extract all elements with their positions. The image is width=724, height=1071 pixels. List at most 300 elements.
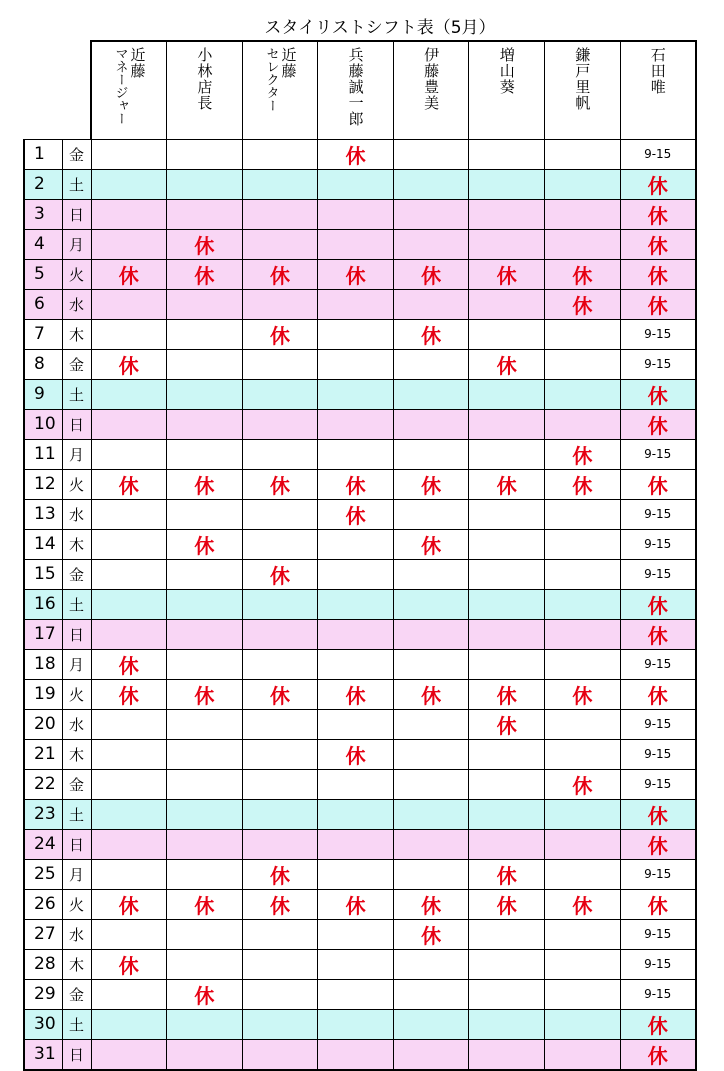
shift-cell <box>91 829 167 859</box>
shift-cell <box>318 439 394 469</box>
day-off-mark: 休 <box>91 469 167 499</box>
shift-cell <box>545 859 621 889</box>
weekday: 土 <box>62 589 91 619</box>
day-off-mark: 休 <box>620 469 696 499</box>
day-off-mark: 休 <box>620 409 696 439</box>
shift-cell <box>545 1009 621 1039</box>
weekday: 日 <box>62 199 91 229</box>
day-row <box>24 439 696 469</box>
day-row <box>24 979 696 1009</box>
day-row <box>24 679 696 709</box>
shift-cell <box>318 919 394 949</box>
shift-cell <box>167 919 243 949</box>
day-off-mark: 休 <box>545 679 621 709</box>
day-off-mark: 休 <box>545 289 621 319</box>
staff-header <box>91 41 167 139</box>
day-row <box>24 859 696 889</box>
day-number: 10 <box>24 409 62 439</box>
shift-cell <box>242 649 318 679</box>
shift-cell <box>242 919 318 949</box>
shift-cell <box>167 589 243 619</box>
shift-cell <box>545 589 621 619</box>
day-number: 19 <box>24 679 62 709</box>
shift-cell <box>318 709 394 739</box>
shift-time: 9-15 <box>620 139 696 169</box>
shift-cell <box>393 1039 469 1070</box>
shift-cell <box>393 199 469 229</box>
weekday: 金 <box>62 559 91 589</box>
staff-name: 増山葵 <box>497 47 516 96</box>
shift-time: 9-15 <box>620 499 696 529</box>
shift-cell <box>91 589 167 619</box>
day-off-mark: 休 <box>242 679 318 709</box>
day-number: 8 <box>24 349 62 379</box>
day-row <box>24 769 696 799</box>
day-off-mark: 休 <box>545 259 621 289</box>
shift-cell <box>167 739 243 769</box>
shift-cell <box>393 499 469 529</box>
shift-cell <box>318 319 394 349</box>
shift-cell <box>469 829 545 859</box>
day-number: 17 <box>24 619 62 649</box>
shift-cell <box>242 829 318 859</box>
day-off-mark: 休 <box>545 769 621 799</box>
shift-time: 9-15 <box>620 919 696 949</box>
shift-cell <box>393 139 469 169</box>
shift-cell <box>91 859 167 889</box>
day-off-mark: 休 <box>318 739 394 769</box>
shift-time: 9-15 <box>620 349 696 379</box>
day-off-mark: 休 <box>91 889 167 919</box>
day-row <box>24 139 696 169</box>
shift-cell <box>545 529 621 559</box>
day-row <box>24 829 696 859</box>
shift-cell <box>167 499 243 529</box>
shift-cell <box>545 739 621 769</box>
shift-cell <box>393 229 469 259</box>
weekday: 水 <box>62 919 91 949</box>
day-row <box>24 529 696 559</box>
day-off-mark: 休 <box>469 709 545 739</box>
day-off-mark: 休 <box>318 469 394 499</box>
shift-cell <box>91 769 167 799</box>
shift-cell <box>469 409 545 439</box>
shift-cell <box>167 559 243 589</box>
shift-cell <box>318 529 394 559</box>
day-number: 2 <box>24 169 62 199</box>
shift-cell <box>393 739 469 769</box>
day-off-mark: 休 <box>91 349 167 379</box>
shift-cell <box>545 649 621 679</box>
day-row <box>24 319 696 349</box>
day-off-mark: 休 <box>167 259 243 289</box>
weekday: 水 <box>62 499 91 529</box>
staff-header <box>620 41 696 139</box>
day-row <box>24 799 696 829</box>
shift-cell <box>91 409 167 439</box>
shift-cell <box>167 949 243 979</box>
shift-cell <box>393 289 469 319</box>
shift-cell <box>242 229 318 259</box>
shift-cell <box>242 949 318 979</box>
shift-cell <box>393 979 469 1009</box>
shift-cell <box>318 949 394 979</box>
day-off-mark: 休 <box>620 289 696 319</box>
day-off-mark: 休 <box>620 229 696 259</box>
shift-cell <box>91 169 167 199</box>
shift-time: 9-15 <box>620 739 696 769</box>
shift-cell <box>318 859 394 889</box>
shift-time: 9-15 <box>620 529 696 559</box>
day-off-mark: 休 <box>167 229 243 259</box>
shift-cell <box>469 1039 545 1070</box>
shift-cell <box>393 169 469 199</box>
weekday: 木 <box>62 529 91 559</box>
shift-cell <box>393 769 469 799</box>
weekday: 日 <box>62 1039 91 1070</box>
day-off-mark: 休 <box>318 889 394 919</box>
day-row <box>24 409 696 439</box>
shift-time: 9-15 <box>620 859 696 889</box>
day-off-mark: 休 <box>620 1009 696 1039</box>
weekday: 月 <box>62 859 91 889</box>
shift-cell <box>545 709 621 739</box>
day-off-mark: 休 <box>545 889 621 919</box>
shift-cell <box>242 439 318 469</box>
shift-cell <box>91 559 167 589</box>
day-off-mark: 休 <box>620 829 696 859</box>
shift-cell <box>91 799 167 829</box>
day-number: 6 <box>24 289 62 319</box>
shift-cell <box>318 979 394 1009</box>
shift-cell <box>318 799 394 829</box>
shift-cell <box>469 289 545 319</box>
shift-cell <box>242 1009 318 1039</box>
weekday: 木 <box>62 319 91 349</box>
day-off-mark: 休 <box>91 679 167 709</box>
day-row <box>24 469 696 499</box>
day-off-mark: 休 <box>620 379 696 409</box>
day-off-mark: 休 <box>545 469 621 499</box>
weekday: 金 <box>62 139 91 169</box>
day-row <box>24 259 696 289</box>
shift-cell <box>318 229 394 259</box>
day-number: 21 <box>24 739 62 769</box>
day-number: 25 <box>24 859 62 889</box>
shift-cell <box>167 289 243 319</box>
day-off-mark: 休 <box>242 319 318 349</box>
day-off-mark: 休 <box>620 619 696 649</box>
day-row <box>24 229 696 259</box>
day-number: 14 <box>24 529 62 559</box>
header-corner <box>24 41 91 139</box>
shift-cell <box>545 169 621 199</box>
shift-cell <box>469 979 545 1009</box>
shift-cell <box>318 199 394 229</box>
shift-cell <box>318 1039 394 1070</box>
header-row <box>24 41 696 139</box>
shift-cell <box>545 229 621 259</box>
shift-cell <box>242 619 318 649</box>
weekday: 火 <box>62 679 91 709</box>
shift-cell <box>167 379 243 409</box>
day-row <box>24 499 696 529</box>
shift-cell <box>91 919 167 949</box>
shift-cell <box>167 199 243 229</box>
shift-cell <box>393 379 469 409</box>
day-number: 7 <box>24 319 62 349</box>
day-row <box>24 1009 696 1039</box>
weekday: 火 <box>62 889 91 919</box>
shift-cell <box>167 139 243 169</box>
day-number: 15 <box>24 559 62 589</box>
day-row <box>24 919 696 949</box>
day-off-mark: 休 <box>620 799 696 829</box>
day-off-mark: 休 <box>167 979 243 1009</box>
day-number: 4 <box>24 229 62 259</box>
shift-cell <box>545 949 621 979</box>
shift-cell <box>167 409 243 439</box>
day-number: 24 <box>24 829 62 859</box>
shift-cell <box>91 379 167 409</box>
shift-cell <box>469 589 545 619</box>
shift-cell <box>393 1009 469 1039</box>
day-row <box>24 199 696 229</box>
day-off-mark: 休 <box>469 859 545 889</box>
shift-cell <box>242 979 318 1009</box>
shift-cell <box>91 319 167 349</box>
staff-name: 兵藤誠一郎 <box>346 47 365 128</box>
day-row <box>24 889 696 919</box>
shift-cell <box>469 799 545 829</box>
shift-cell <box>242 349 318 379</box>
shift-table <box>23 40 697 1071</box>
shift-cell <box>242 709 318 739</box>
shift-cell <box>469 439 545 469</box>
day-row <box>24 1039 696 1070</box>
shift-cell <box>91 1009 167 1039</box>
shift-cell <box>242 799 318 829</box>
shift-cell <box>469 949 545 979</box>
staff-header <box>318 41 394 139</box>
shift-time: 9-15 <box>620 439 696 469</box>
day-off-mark: 休 <box>242 259 318 289</box>
day-off-mark: 休 <box>242 859 318 889</box>
shift-cell <box>91 289 167 319</box>
day-off-mark: 休 <box>393 679 469 709</box>
shift-cell <box>167 439 243 469</box>
day-off-mark: 休 <box>620 679 696 709</box>
day-off-mark: 休 <box>167 679 243 709</box>
day-number: 16 <box>24 589 62 619</box>
shift-cell <box>469 559 545 589</box>
staff-header <box>167 41 243 139</box>
shift-cell <box>545 1039 621 1070</box>
day-off-mark: 休 <box>620 259 696 289</box>
shift-cell <box>469 769 545 799</box>
shift-cell <box>318 169 394 199</box>
staff-name: 近藤 <box>128 47 147 80</box>
weekday: 火 <box>62 469 91 499</box>
day-off-mark: 休 <box>469 889 545 919</box>
shift-cell <box>393 559 469 589</box>
weekday: 水 <box>62 709 91 739</box>
day-row <box>24 349 696 379</box>
day-row <box>24 379 696 409</box>
day-number: 27 <box>24 919 62 949</box>
staff-name: 近藤 <box>279 47 298 80</box>
day-off-mark: 休 <box>620 589 696 619</box>
shift-cell <box>91 1039 167 1070</box>
shift-cell <box>242 379 318 409</box>
shift-cell <box>242 409 318 439</box>
day-off-mark: 休 <box>91 649 167 679</box>
shift-cell <box>469 169 545 199</box>
shift-cell <box>91 529 167 559</box>
page-title: スタイリストシフト表（5月） <box>264 18 496 38</box>
shift-time: 9-15 <box>620 709 696 739</box>
weekday: 日 <box>62 829 91 859</box>
day-off-mark: 休 <box>469 349 545 379</box>
staff-role: セレクター <box>263 47 279 113</box>
day-off-mark: 休 <box>167 529 243 559</box>
staff-header <box>393 41 469 139</box>
day-row <box>24 289 696 319</box>
shift-cell <box>545 559 621 589</box>
shift-cell <box>318 769 394 799</box>
shift-cell <box>91 739 167 769</box>
shift-cell <box>167 1009 243 1039</box>
day-row <box>24 169 696 199</box>
day-row <box>24 619 696 649</box>
day-number: 12 <box>24 469 62 499</box>
day-off-mark: 休 <box>167 889 243 919</box>
shift-time: 9-15 <box>620 769 696 799</box>
shift-cell <box>91 979 167 1009</box>
day-off-mark: 休 <box>318 139 394 169</box>
shift-cell <box>393 709 469 739</box>
shift-cell <box>545 199 621 229</box>
shift-cell <box>318 289 394 319</box>
shift-cell <box>242 739 318 769</box>
shift-cell <box>545 349 621 379</box>
shift-cell <box>167 709 243 739</box>
day-off-mark: 休 <box>242 469 318 499</box>
staff-name: 鎌戸里帆 <box>573 47 592 112</box>
shift-cell <box>167 319 243 349</box>
day-number: 3 <box>24 199 62 229</box>
shift-cell <box>545 139 621 169</box>
day-off-mark: 休 <box>242 559 318 589</box>
shift-cell <box>167 619 243 649</box>
shift-time: 9-15 <box>620 319 696 349</box>
day-number: 30 <box>24 1009 62 1039</box>
weekday: 月 <box>62 229 91 259</box>
shift-cell <box>469 379 545 409</box>
weekday: 月 <box>62 649 91 679</box>
weekday: 土 <box>62 169 91 199</box>
schedule-body <box>24 139 696 1070</box>
shift-cell <box>91 499 167 529</box>
day-off-mark: 休 <box>318 499 394 529</box>
shift-cell <box>545 979 621 1009</box>
shift-cell <box>318 1009 394 1039</box>
day-off-mark: 休 <box>469 679 545 709</box>
day-off-mark: 休 <box>91 949 167 979</box>
shift-cell <box>242 1039 318 1070</box>
shift-cell <box>242 499 318 529</box>
shift-cell <box>469 529 545 559</box>
day-off-mark: 休 <box>545 439 621 469</box>
day-number: 26 <box>24 889 62 919</box>
day-number: 18 <box>24 649 62 679</box>
day-number: 11 <box>24 439 62 469</box>
day-row <box>24 709 696 739</box>
shift-cell <box>242 139 318 169</box>
weekday: 金 <box>62 349 91 379</box>
shift-cell <box>242 529 318 559</box>
shift-cell <box>469 619 545 649</box>
staff-header <box>469 41 545 139</box>
weekday: 日 <box>62 409 91 439</box>
day-row <box>24 949 696 979</box>
shift-cell <box>318 559 394 589</box>
shift-cell <box>469 649 545 679</box>
shift-cell <box>393 949 469 979</box>
day-off-mark: 休 <box>469 469 545 499</box>
weekday: 火 <box>62 259 91 289</box>
weekday: 金 <box>62 979 91 1009</box>
shift-cell <box>469 1009 545 1039</box>
day-number: 29 <box>24 979 62 1009</box>
shift-cell <box>167 859 243 889</box>
weekday: 土 <box>62 799 91 829</box>
shift-time: 9-15 <box>620 979 696 1009</box>
shift-cell <box>545 379 621 409</box>
day-off-mark: 休 <box>393 919 469 949</box>
shift-cell <box>393 439 469 469</box>
shift-cell <box>545 409 621 439</box>
weekday: 月 <box>62 439 91 469</box>
shift-cell <box>393 829 469 859</box>
day-number: 22 <box>24 769 62 799</box>
shift-cell <box>242 589 318 619</box>
day-off-mark: 休 <box>620 169 696 199</box>
day-off-mark: 休 <box>318 259 394 289</box>
shift-cell <box>242 169 318 199</box>
shift-cell <box>545 919 621 949</box>
staff-header <box>242 41 318 139</box>
day-off-mark: 休 <box>393 889 469 919</box>
weekday: 日 <box>62 619 91 649</box>
day-off-mark: 休 <box>393 529 469 559</box>
shift-cell <box>469 919 545 949</box>
weekday: 土 <box>62 1009 91 1039</box>
shift-cell <box>545 619 621 649</box>
weekday: 金 <box>62 769 91 799</box>
day-row <box>24 649 696 679</box>
day-number: 23 <box>24 799 62 829</box>
shift-cell <box>393 799 469 829</box>
shift-cell <box>167 799 243 829</box>
shift-time: 9-15 <box>620 649 696 679</box>
shift-cell <box>545 799 621 829</box>
shift-cell <box>393 619 469 649</box>
weekday: 木 <box>62 739 91 769</box>
shift-cell <box>91 229 167 259</box>
shift-cell <box>167 649 243 679</box>
shift-cell <box>242 199 318 229</box>
